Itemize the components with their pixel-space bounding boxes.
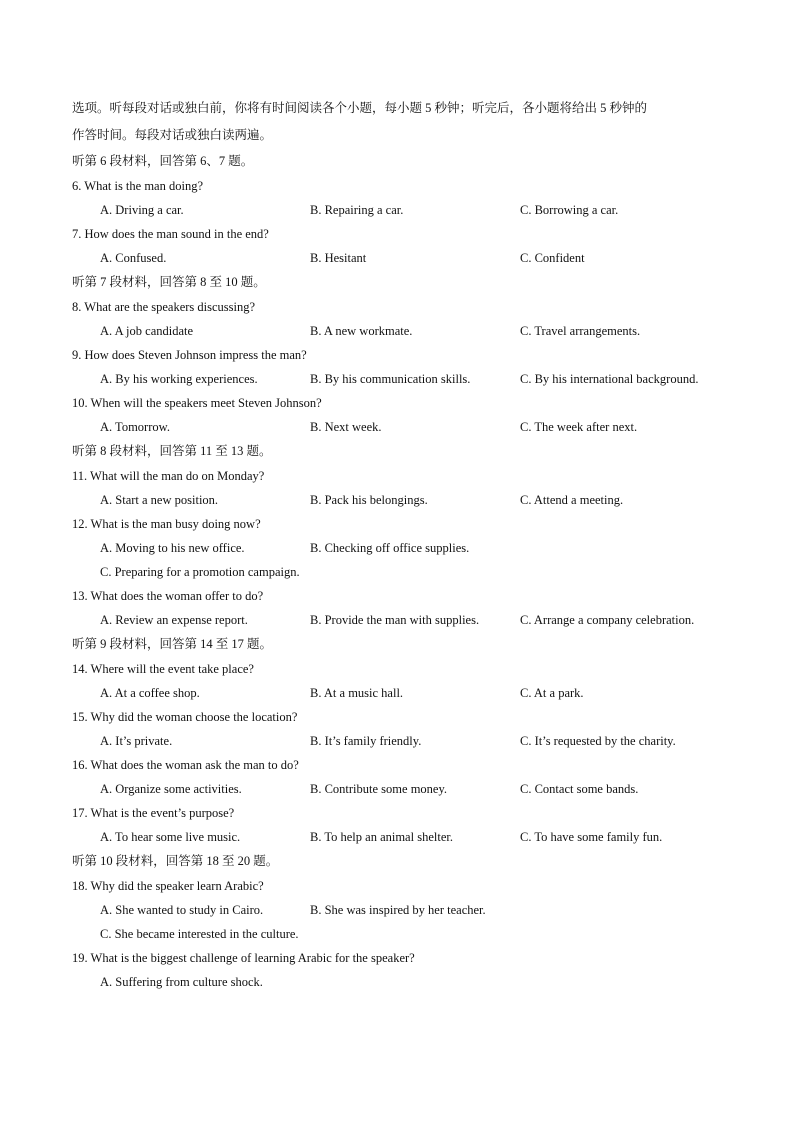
- question-text: 10. When will the speakers meet Steven Johnson?: [72, 396, 322, 410]
- option-b: B. Contribute some money.: [310, 782, 448, 796]
- question-text: 14. Where will the event take place?: [72, 662, 254, 676]
- option-b: B. Checking off office supplies.: [310, 541, 470, 555]
- options-row: [72, 729, 728, 753]
- section-heading: 听第 8 段材料，回答第 11 至 13 题。: [72, 444, 272, 458]
- question-text: 12. What is the man busy doing now?: [72, 517, 261, 531]
- question-list: [72, 149, 728, 994]
- option-a: A. It’s private.: [100, 734, 173, 748]
- option-b: B. Next week.: [310, 420, 382, 434]
- option-c: C. To have some family fun.: [520, 830, 663, 844]
- option-b: B. It’s family friendly.: [310, 734, 422, 748]
- option-a: A. To hear some live music.: [100, 830, 241, 844]
- question-text: 15. Why did the woman choose the location?: [72, 710, 298, 724]
- instructions: [72, 95, 728, 149]
- section-heading: 听第 9 段材料，回答第 14 至 17 题。: [72, 637, 273, 651]
- option-c: C. Borrowing a car.: [520, 203, 619, 217]
- option-a: A. Driving a car.: [100, 203, 184, 217]
- question-text: 18. Why did the speaker learn Arabic?: [72, 879, 264, 893]
- instructions-line: 选项。听每段对话或独白前，你将有时间阅读各个小题，每小题 5 秒钟；听完后，各小题将给出 5 秒钟的: [72, 101, 648, 115]
- option-wrapped: C. Preparing for a promotion campaign.: [100, 565, 300, 579]
- question-text: 8. What are the speakers discussing?: [72, 300, 256, 314]
- options-row: [72, 608, 728, 632]
- option-wrapped: C. She became interested in the culture.: [100, 927, 299, 941]
- question-text: 6. What is the man doing?: [72, 179, 203, 193]
- option-a: A. A job candidate: [100, 324, 194, 338]
- option-wrapped: A. Suffering from culture shock.: [100, 975, 263, 989]
- option-b: B. Pack his belongings.: [310, 493, 428, 507]
- option-c: C. By his international background.: [520, 372, 699, 386]
- question-text: 17. What is the event’s purpose?: [72, 806, 235, 820]
- options-row: [72, 198, 728, 222]
- option-a: A. Moving to his new office.: [100, 541, 245, 555]
- option-b: B. A new workmate.: [310, 324, 413, 338]
- option-c: C. Contact some bands.: [520, 782, 639, 796]
- options-row: [72, 681, 728, 705]
- option-a: A. Tomorrow.: [100, 420, 170, 434]
- options-row: [72, 488, 728, 512]
- options-row: [72, 319, 728, 343]
- option-b: B. At a music hall.: [310, 686, 404, 700]
- option-c: C. Arrange a company celebration.: [520, 613, 695, 627]
- option-a: A. Review an expense report.: [100, 613, 248, 627]
- options-row: [72, 246, 728, 270]
- section-heading: 听第 7 段材料，回答第 8 至 10 题。: [72, 275, 266, 289]
- option-c: C. Attend a meeting.: [520, 493, 624, 507]
- options-row: [72, 560, 728, 584]
- question-text: 7. How does the man sound in the end?: [72, 227, 269, 241]
- question-text: 11. What will the man do on Monday?: [72, 469, 265, 483]
- option-a: A. At a coffee shop.: [100, 686, 200, 700]
- option-a: A. Confused.: [100, 251, 167, 265]
- exam-page: [72, 95, 728, 994]
- options-row: [72, 825, 728, 849]
- question-text: 13. What does the woman offer to do?: [72, 589, 264, 603]
- option-a: A. She wanted to study in Cairo.: [100, 903, 264, 917]
- option-c: C. It’s requested by the charity.: [520, 734, 676, 748]
- option-a: A. Start a new position.: [100, 493, 219, 507]
- options-row: [72, 898, 728, 922]
- option-c: C. Travel arrangements.: [520, 324, 641, 338]
- options-row: [72, 970, 728, 994]
- options-row: [72, 367, 728, 391]
- option-b: B. Hesitant: [310, 251, 367, 265]
- section-heading: 听第 10 段材料，回答第 18 至 20 题。: [72, 854, 279, 868]
- option-c: C. Confident: [520, 251, 585, 265]
- question-text: 16. What does the woman ask the man to do?: [72, 758, 299, 772]
- question-text: 19. What is the biggest challenge of learning Arabic for the speaker?: [72, 951, 415, 965]
- section-heading: 听第 6 段材料，回答第 6、7 题。: [72, 154, 254, 168]
- options-row: [72, 922, 728, 946]
- option-c: C. At a park.: [520, 686, 584, 700]
- question-text: 9. How does Steven Johnson impress the man?: [72, 348, 307, 362]
- option-b: B. By his communication skills.: [310, 372, 471, 386]
- options-row: [72, 777, 728, 801]
- options-row: [72, 415, 728, 439]
- instructions-line: 作答时间。每段对话或独白读两遍。: [72, 128, 273, 142]
- option-b: B. Provide the man with supplies.: [310, 613, 480, 627]
- option-a: A. By his working experiences.: [100, 372, 258, 386]
- option-b: B. She was inspired by her teacher.: [310, 903, 486, 917]
- options-row: [72, 536, 728, 560]
- option-b: B. Repairing a car.: [310, 203, 404, 217]
- option-b: B. To help an animal shelter.: [310, 830, 453, 844]
- option-c: C. The week after next.: [520, 420, 638, 434]
- option-a: A. Organize some activities.: [100, 782, 242, 796]
